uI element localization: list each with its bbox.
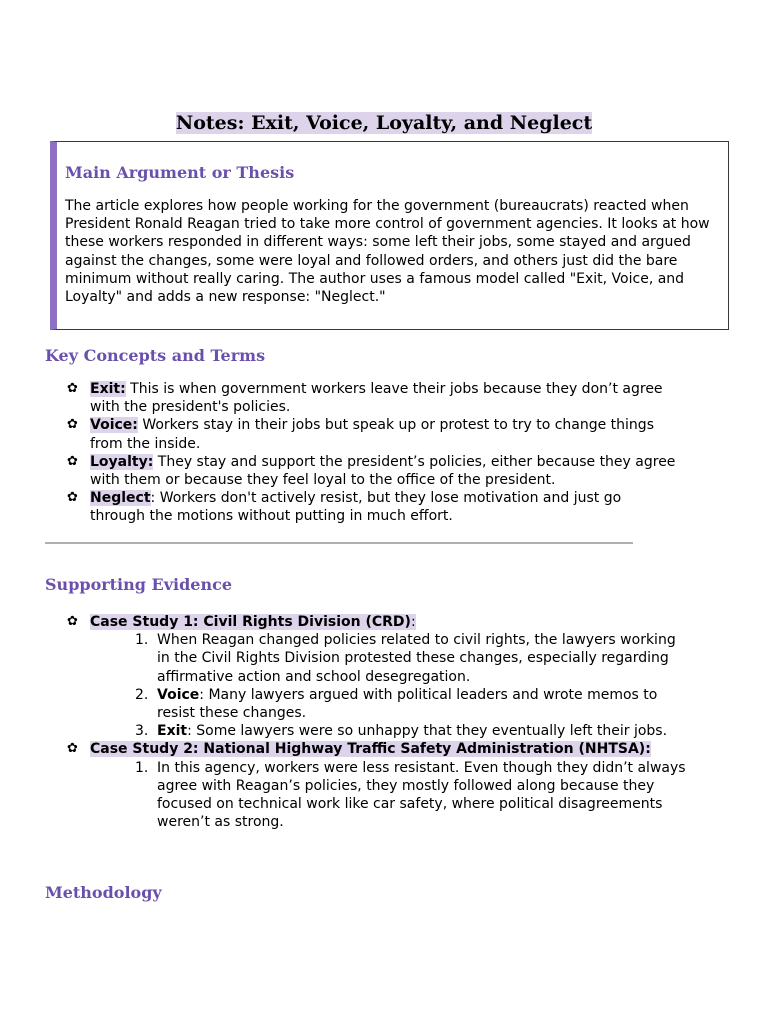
methodology-heading: Methodology [45,883,162,902]
evidence-section [45,574,686,831]
list-item: 1. In this agency, workers were less resistant. Even though they didn’t always agree with Reagan’s policies, they mostly followed along because they focused on technical work like car safety, where political disagreements weren’t as strong. [135,759,686,831]
thesis-box [50,141,729,330]
case-study-item: ✿ Case Study 1: Civil Rights Division (CRD): 1. When Reagan changed policies related to civil rights, the lawyers working in the Civil Rights Division protested these changes, especially regarding affirmative action and school desegregation. 2. Voice: Many lawyers argued with political leaders and wrote memos to resist these changes. 3. Exit: Some lawyers were so unhappy that they eventually left their jobs. [45,613,680,740]
concept-item: ✿ Neglect: Workers don't actively resist, but they lose motivation and just go through the motions without putting in much effort. [45,489,680,525]
concept-item: ✿ Exit: This is when government workers leave their jobs because they don’t agree with the president's policies. [45,380,680,416]
case-study-title: Case Study 2: National Highway Traffic Safety Administration (NHTSA): [90,741,651,758]
evidence-list [45,613,686,831]
list-item: 1. When Reagan changed policies related to civil rights, the lawyers working in the Civil Rights Division protested these changes, especially regarding affirmative action and school desegregation. [135,632,676,685]
thesis-heading: Main Argument or Thesis [65,163,295,182]
concept-item: ✿ Loyalty: They stay and support the president’s policies, either because they agree with them or because they feel loyal to the office of the president. [45,453,680,489]
case-study-points [90,631,680,740]
concepts-heading: Key Concepts and Terms [45,346,266,365]
concept-item: ✿ Voice: Workers stay in their jobs but speak up or protest to try to change things from the inside. [45,416,680,452]
list-item: 2. Voice: Many lawyers argued with political leaders and wrote memos to resist these changes. [135,686,658,722]
thesis-text: The article explores how people working for the government (bureaucrats) reacted when President Ronald Reagan tried to take more control of government agencies. It looks at how these workers responded in different ways: some left their jobs, some stayed and argued against the changes, some were loyal and followed orders, and others just did the bare minimum without really caring. The author uses a famous model called "Exit, Voice, and Loyalty" and adds a new response: "Neglect." [65,198,710,306]
concepts-list [45,380,680,526]
page-title: Notes: Exit, Voice, Loyalty, and Neglect [175,112,593,134]
concepts-section [45,345,680,526]
case-study-points [90,759,686,832]
list-item: 3. Exit: Some lawyers were so unhappy that they eventually left their jobs. [135,723,668,740]
divider [45,542,633,544]
case-study-item [45,740,686,831]
evidence-heading: Supporting Evidence [45,575,233,594]
case-study-title: Case Study 1: Civil Rights Division (CRD) [90,614,411,630]
